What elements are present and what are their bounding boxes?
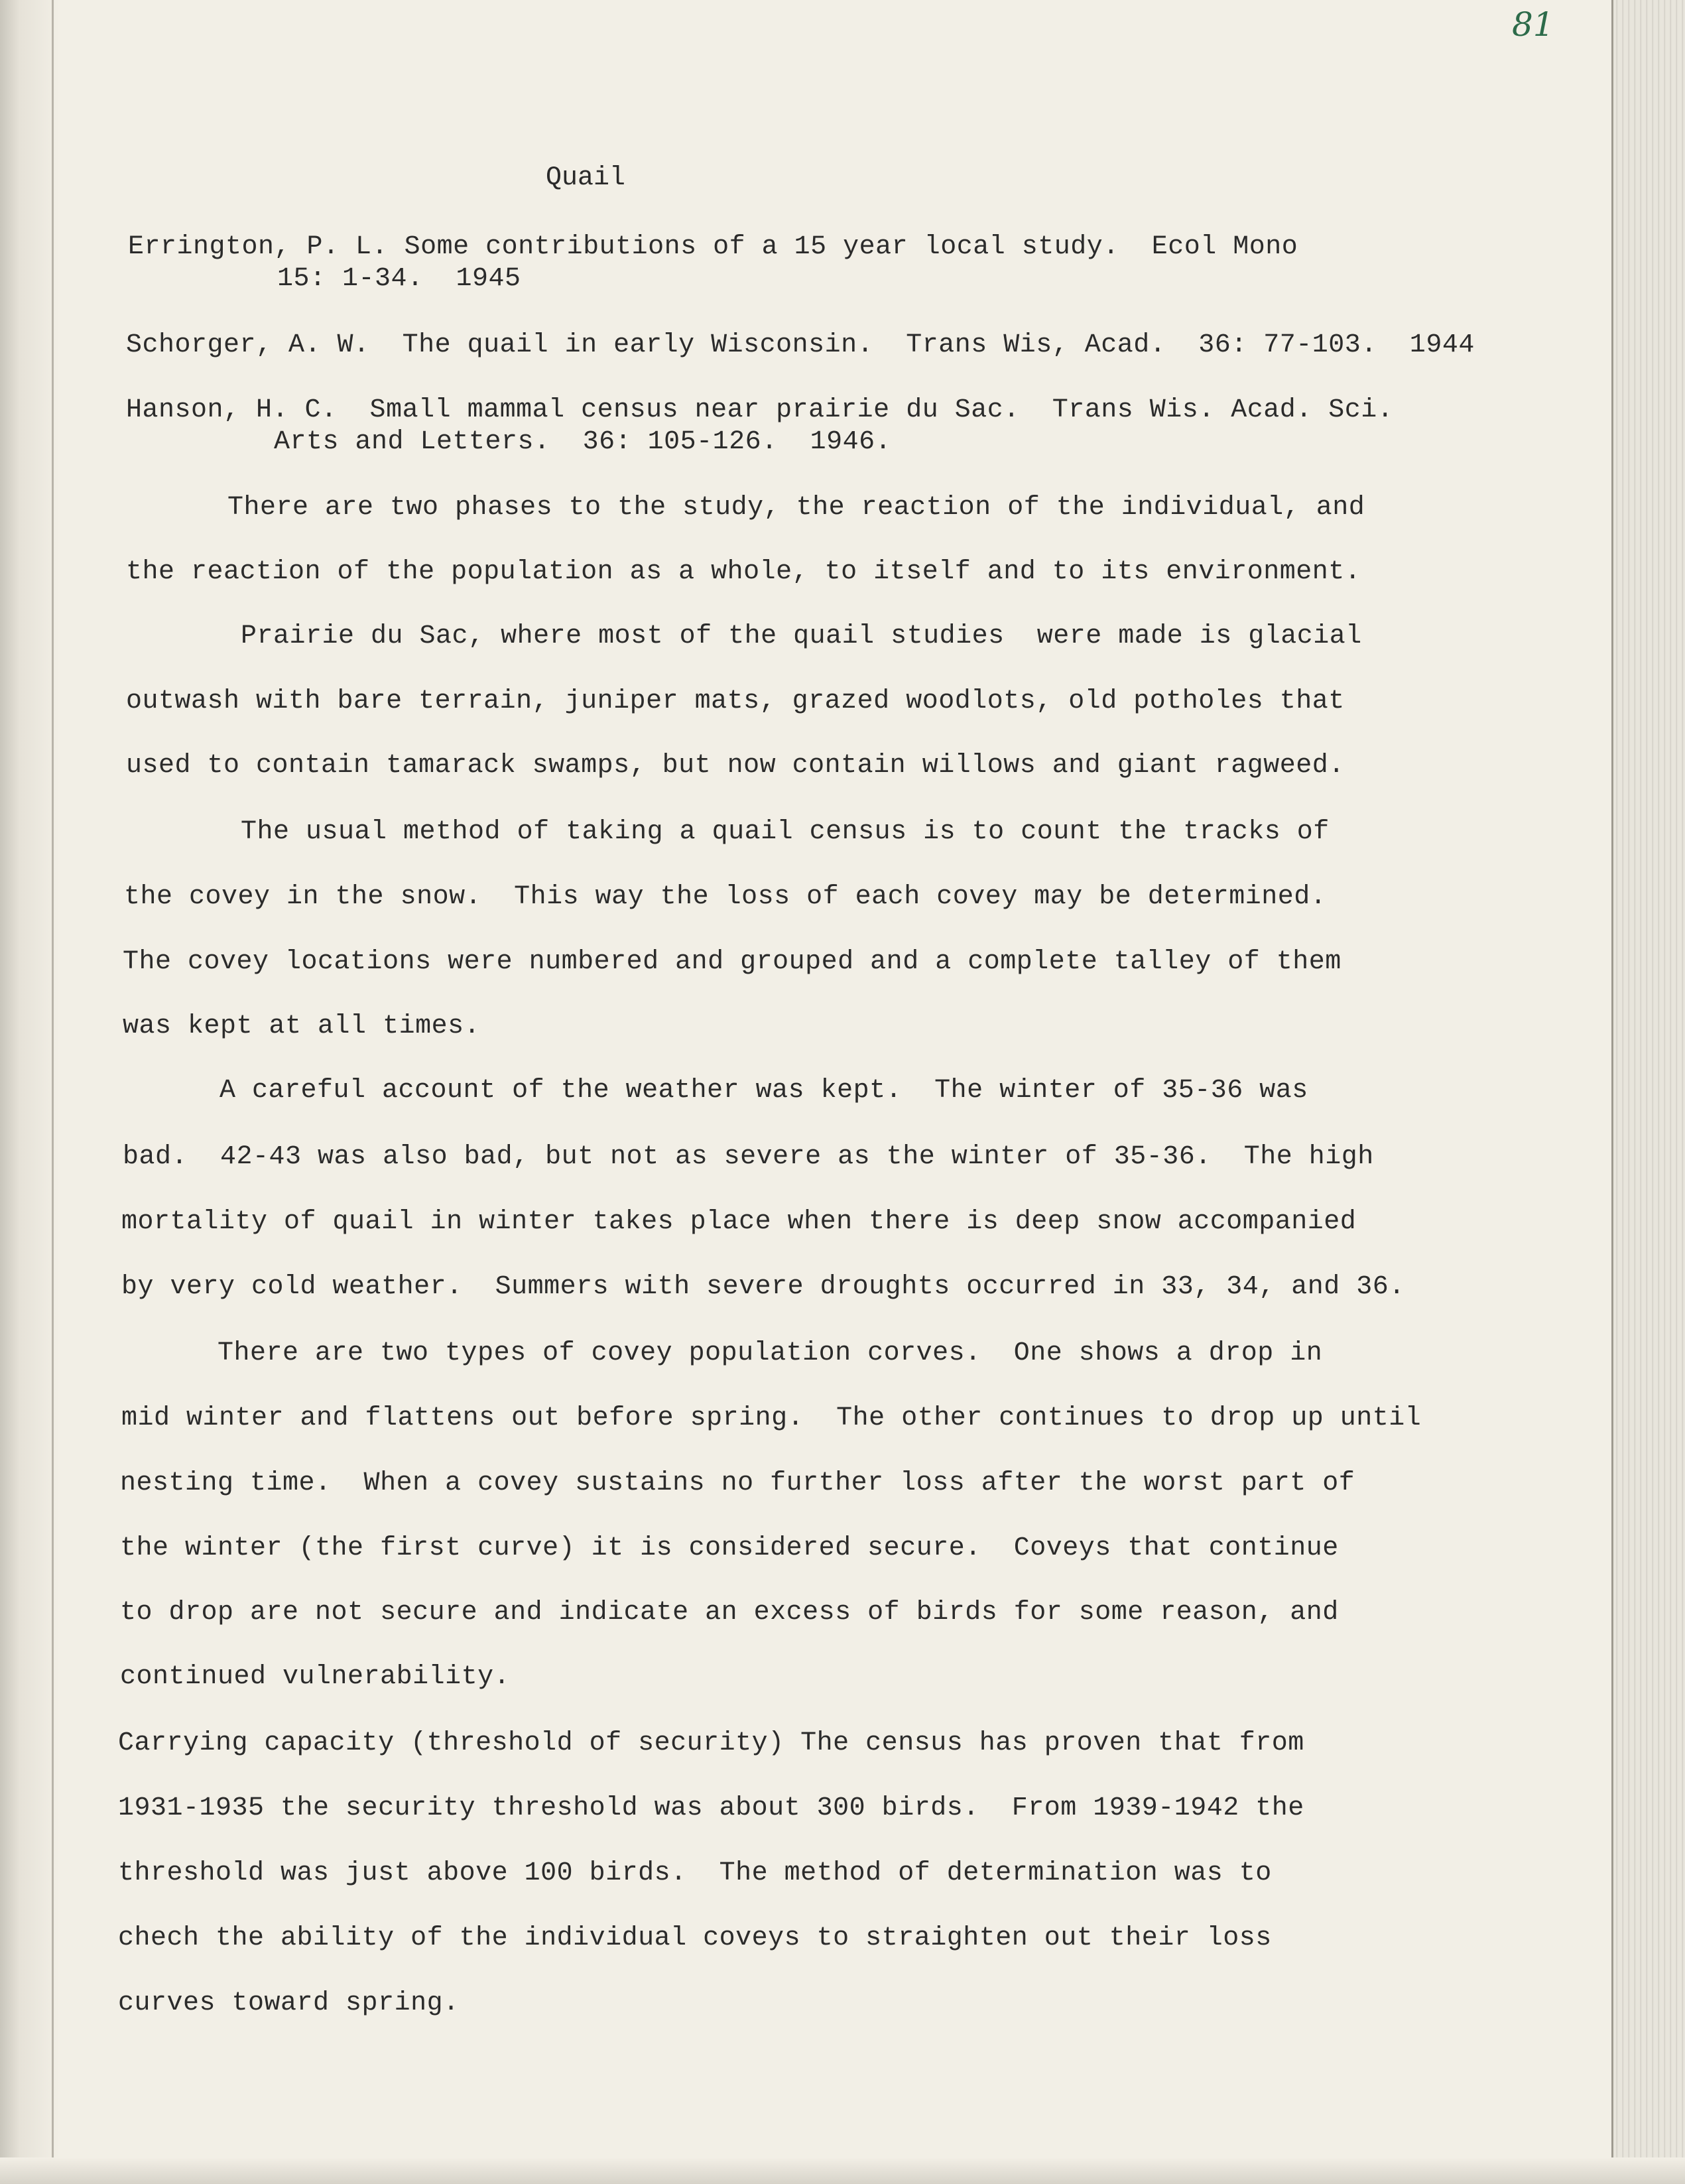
reference-schorger: Schorger, A. W. The quail in early Wisconsin. Trans Wis, Acad. 36: 77-103. 1944 [126,330,1475,360]
body-line: bad. 42-43 was also bad, but not as severe as the winter of 35-36. The high [123,1142,1374,1172]
reference-hanson-line-2: Arts and Letters. 36: 105-126. 1946. [274,427,892,457]
page-number: 81 [1512,5,1554,44]
body-line: curves toward spring. [118,1988,460,2018]
body-line: Carrying capacity (threshold of security) The census has proven that from [118,1728,1304,1758]
body-line: to drop are not secure and indicate an excess of birds for some reason, and [120,1598,1339,1628]
body-line: used to contain tamarack swamps, but now contain willows and giant ragweed. [126,751,1345,781]
reference-errington-line-2: 15: 1-34. 1945 [277,264,521,294]
page-stack-line [1611,0,1613,2184]
page-title: Quail [546,163,626,193]
scan-bottom-edge [0,2157,1685,2184]
body-line: by very cold weather. Summers with severe droughts occurred in 33, 34, and 36. [121,1272,1405,1302]
body-line: continued vulnerability. [120,1662,511,1692]
binding-shadow [52,0,54,2184]
page-stack-edge [1612,0,1685,2184]
body-line: 1931-1935 the security threshold was about 300 birds. From 1939-1942 the [118,1793,1304,1823]
body-line: was kept at all times. [123,1011,481,1041]
body-line: threshold was just above 100 birds. The method of determination was to [118,1858,1272,1888]
body-line: mid winter and flattens out before spring. The other continues to drop up until [121,1403,1422,1433]
body-line: outwash with bare terrain, juniper mats, grazed woodlots, old potholes that [126,686,1345,716]
body-line: The usual method of taking a quail census is to count the tracks of [241,817,1330,847]
body-line: nesting time. When a covey sustains no further loss after the worst part of [120,1468,1355,1498]
reference-hanson-line-1: Hanson, H. C. Small mammal census near prairie du Sac. Trans Wis. Acad. Sci. [126,395,1394,425]
body-line: Prairie du Sac, where most of the quail studies were made is glacial [241,621,1362,651]
body-line: chech the ability of the individual coveys to straighten out their loss [118,1923,1272,1953]
body-line: There are two phases to the study, the reaction of the individual, and [227,493,1365,523]
body-line: the winter (the first curve) it is considered secure. Coveys that continue [120,1533,1339,1563]
body-line: the covey in the snow. This way the loss of each covey may be determined. [124,882,1327,912]
reference-errington-line-1: Errington, P. L. Some contributions of a 15 year local study. Ecol Mono [128,232,1298,262]
body-line: A careful account of the weather was kept. The winter of 35-36 was [219,1076,1308,1106]
scan-left-edge [0,0,60,2184]
body-line: There are two types of covey population corves. One shows a drop in [218,1338,1323,1368]
body-line: The covey locations were numbered and grouped and a complete talley of them [123,947,1342,977]
body-line: the reaction of the population as a whole, to itself and to its environment. [126,557,1361,587]
body-line: mortality of quail in winter takes place when there is deep snow accompanied [121,1207,1357,1237]
